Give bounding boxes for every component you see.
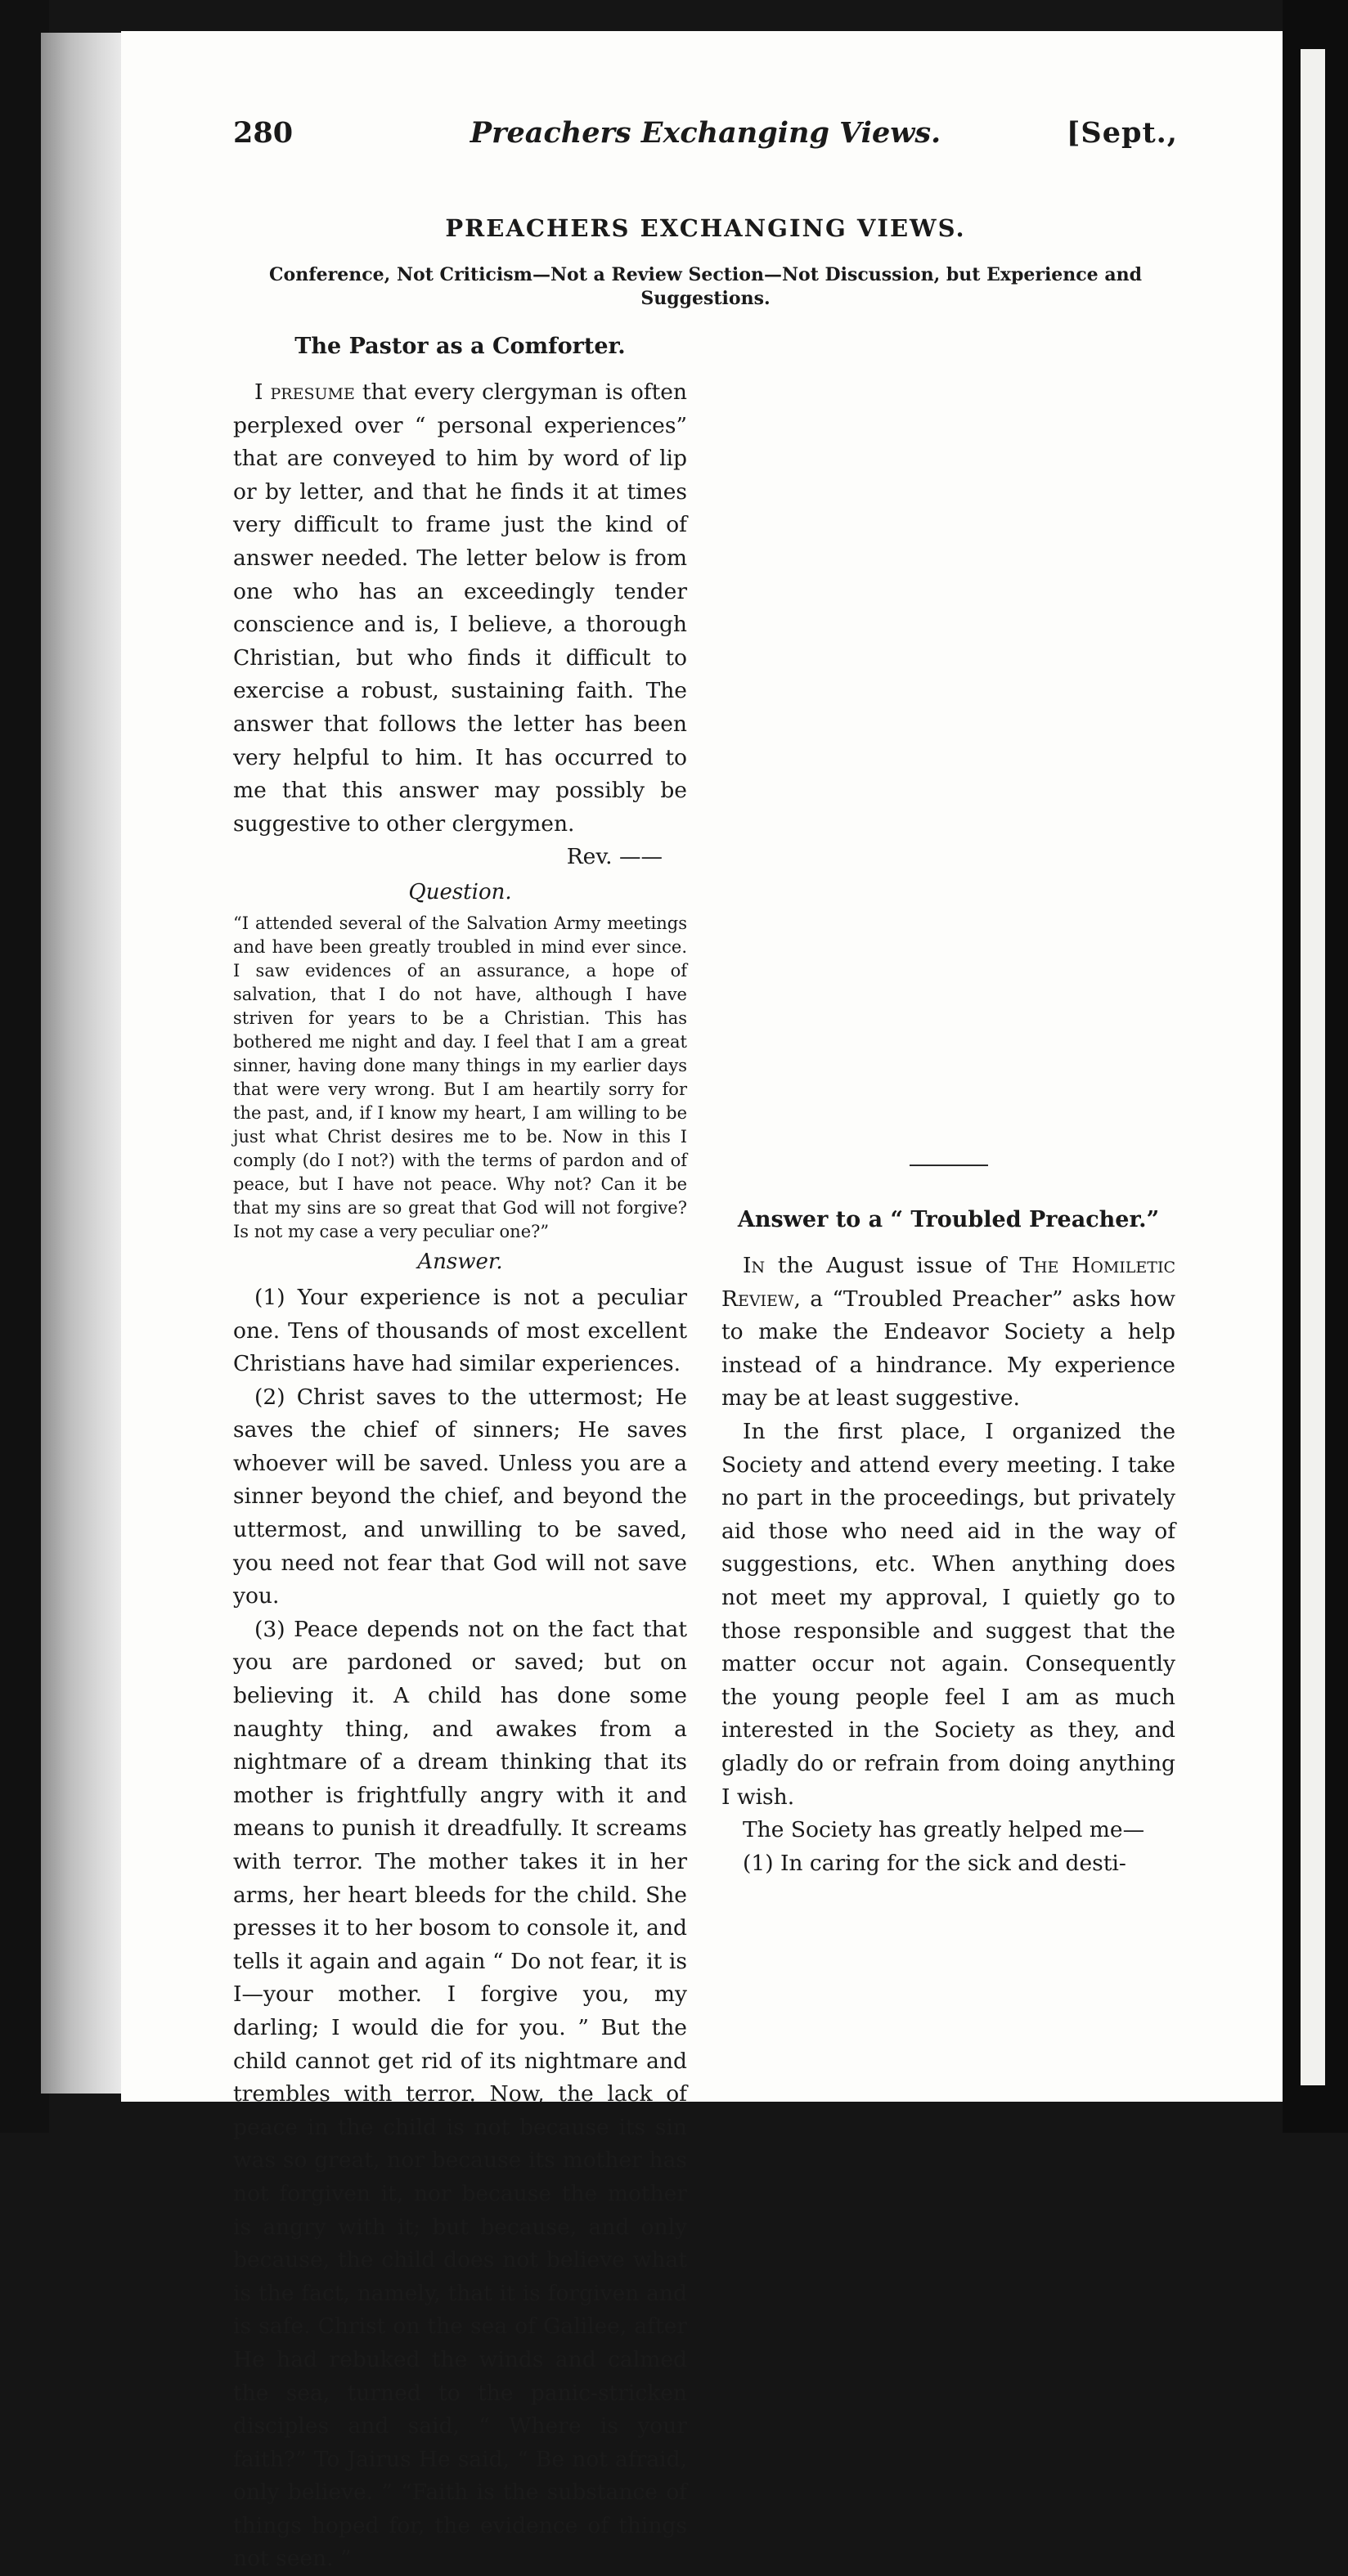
article-title-troubled-preacher: Answer to a “ Troubled Preacher.” <box>737 1207 1160 1232</box>
section-subtitle: Conference, Not Criticism—Not a Review Section—Not Discussion, but Experience and Suggestions. <box>269 264 1142 309</box>
troubled-paragraph-1 <box>721 1250 1175 1416</box>
answer-point-1: (1) Your experience is not a peculiar one. Tens of thousands of most excellent Christians have had similar experiences. <box>233 1284 687 1377</box>
intro-text: that every clergyman is often perplexed over “ personal experiences” that are conveyed to him by word of lip or by letter, and that he finds it at times very difficult to frame just the kind of answer needed. The letter below is from one who has an exceedingly tender conscience and is, I believe, a thorough Christian, but who finds it difficult to exercise a robust, sustaining faith. The answer that follows the letter has been very helpful to him. It has occurred to me that this answer may possibly be suggestive to other clergymen. <box>233 379 687 837</box>
troubled-paragraph-2: In the first place, I organized the Society and attend every meeting. I take no part in the proceedings, but privately aid those who need aid in the way of suggestions, etc. When anything does not meet my approval, I quietly go to those responsible and suggest that the matter occur not again. Consequently the young people feel I am as much interested in the Society as they, and gladly do or refrain from doing anything I wish. <box>721 1418 1175 1810</box>
left-column <box>233 330 687 2576</box>
article-title-comforter: The Pastor as a Comforter. <box>294 334 626 359</box>
running-header <box>233 116 1178 165</box>
answer-label: Answer. <box>417 1249 503 1274</box>
troubled-paragraph-4: (1) In caring for the sick and desti- <box>743 1850 1126 1876</box>
p1-rest: , a “Troubled Preacher” asks how to make the Endeavor Society a help instead of a hindrance. My experience may be at least suggestive. <box>721 1286 1175 1411</box>
section-divider <box>910 1165 988 1166</box>
intro-lead: I presume <box>254 379 355 405</box>
troubled-paragraph-3: The Society has greatly helped me— <box>743 1817 1145 1843</box>
signature: Rev. —— <box>566 844 663 870</box>
next-page-edge <box>1301 49 1325 2085</box>
question-label: Question. <box>408 879 512 904</box>
p1-lead: In <box>743 1253 766 1278</box>
p1-mid: the August issue of <box>765 1253 1020 1278</box>
answer-point-3: (3) Peace depends not on the fact that you are pardoned or saved; but on believing it. A child has done some naughty thing, and awakes from a nightmare of a dream thinking that its mother is frightfully angry with it and means to punish it dreadfully. It screams with terror. The mother takes it in her arms, her heart bleeds for the child. She presses it to her bosom to console it, and tells it again and again “ Do not fear, it is I—your mother. I forgive you, my darling; I would die for you. ” But the child cannot get rid of its nightmare and trembles with terror. Now, the lack of peace in the child is not because its sin was so great, nor because its mother has not forgiven it, nor because the mother is angry with it; but because, and only because, the child does not believe what is the fact, namely, that it is forgiven and is safe. Christ on the sea of Galilee, after He had rebuked the winds and calmed the sea, turned to the panic-stricken disciples and said, “ Where is your faith?” To Jairus He said, “ Be not afraid, only believe. ” “Faith is the substance of things hoped for, the evidence of things not seen. ” <box>233 1616 687 2572</box>
question-letter: “I attended several of the Salvation Army meetings and have been greatly troubled in mind ever since. I saw evidences of an assurance, a hope of salvation, that I do not have, although I have striven for years to be a Christian. This has bothered me night and day. I feel that I am a great sinner, having done many things in my earlier days that were very wrong. But I am heartily sorry for the past, and, if I know my heart, I am willing to be just what Christ desires me to be. Now in this I comply (do I not?) with the terms of pardon and of peace, but I have not peace. Why not? Can it be that my sins are so great that God will not forgive? Is not my case a very peculiar one?” <box>233 913 687 1241</box>
running-title: Preachers Exchanging Views. <box>470 116 941 150</box>
page-number: 280 <box>233 116 294 150</box>
section-title: PREACHERS EXCHANGING VIEWS. <box>445 214 966 242</box>
answer-point-2: (2) Christ saves to the uttermost; He saves the chief of sinners; He saves whoever will be saved. Unless you are a sinner beyond the chief, and beyond the uttermost, and unwilling to be saved, you need not fear that God will not save you. <box>233 1384 687 1609</box>
page-gutter <box>41 33 123 2094</box>
right-column <box>721 330 1175 1880</box>
intro-paragraph <box>233 376 687 841</box>
running-date: [Sept., <box>1066 116 1178 150</box>
journal-name: The Homiletic Review <box>721 1253 1176 1312</box>
